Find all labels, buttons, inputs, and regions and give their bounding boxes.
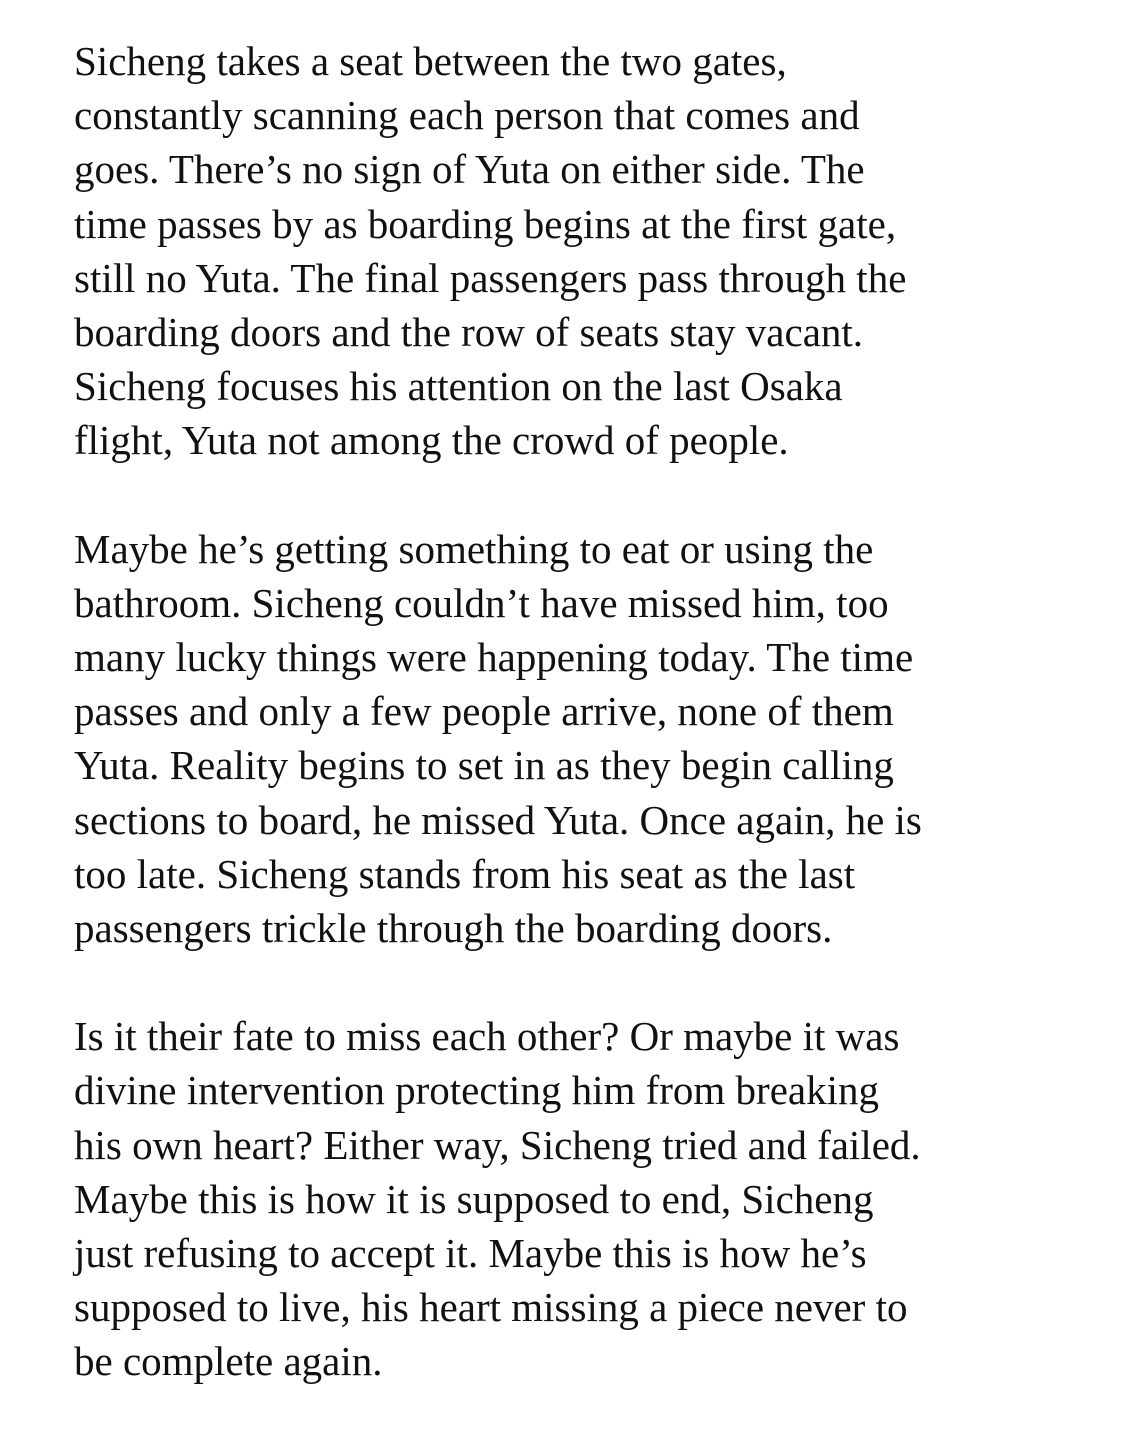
text-line: still no Yuta. The final passengers pass through the [74,254,907,301]
paragraph-1 [74,34,1084,468]
text-line: Sicheng focuses his attention on the last Osaka [74,363,843,410]
text-line: time passes by as boarding begins at the first gate, [74,200,897,247]
text-line: Is it their fate to miss each other? Or maybe it was [74,1013,900,1060]
text-line: bathroom. Sicheng couldn’t have missed him, too [74,579,889,626]
document-page [74,34,1084,1389]
text-line: just refusing to accept it. Maybe this is how he’s [74,1230,867,1277]
text-line: supposed to live, his heart missing a piece never to [74,1284,908,1331]
text-line: passengers trickle through the boarding doors. [74,905,833,952]
paragraph-2 [74,522,1084,956]
text-line: too late. Sicheng stands from his seat as the last [74,850,856,897]
text-line: sections to board, he missed Yuta. Once again, he is [74,796,922,843]
text-line: Maybe he’s getting something to eat or using the [74,525,874,572]
text-line: be complete again. [74,1338,383,1385]
text-line: many lucky things were happening today. The time [74,634,914,681]
text-line: his own heart? Either way, Sicheng tried and failed. [74,1121,921,1168]
paragraph-3 [74,1009,1084,1388]
text-line: Maybe this is how it is supposed to end, Sicheng [74,1175,874,1222]
text-line: boarding doors and the row of seats stay vacant. [74,309,864,356]
text-line: goes. There’s no sign of Yuta on either side. The [74,146,865,193]
text-line: divine intervention protecting him from breaking [74,1067,879,1114]
text-line: constantly scanning each person that comes and [74,92,860,139]
text-line: Yuta. Reality begins to set in as they begin calling [74,742,894,789]
text-line: Sicheng takes a seat between the two gates, [74,38,787,84]
text-line: flight, Yuta not among the crowd of people. [74,417,789,464]
text-line: passes and only a few people arrive, none of them [74,688,894,735]
